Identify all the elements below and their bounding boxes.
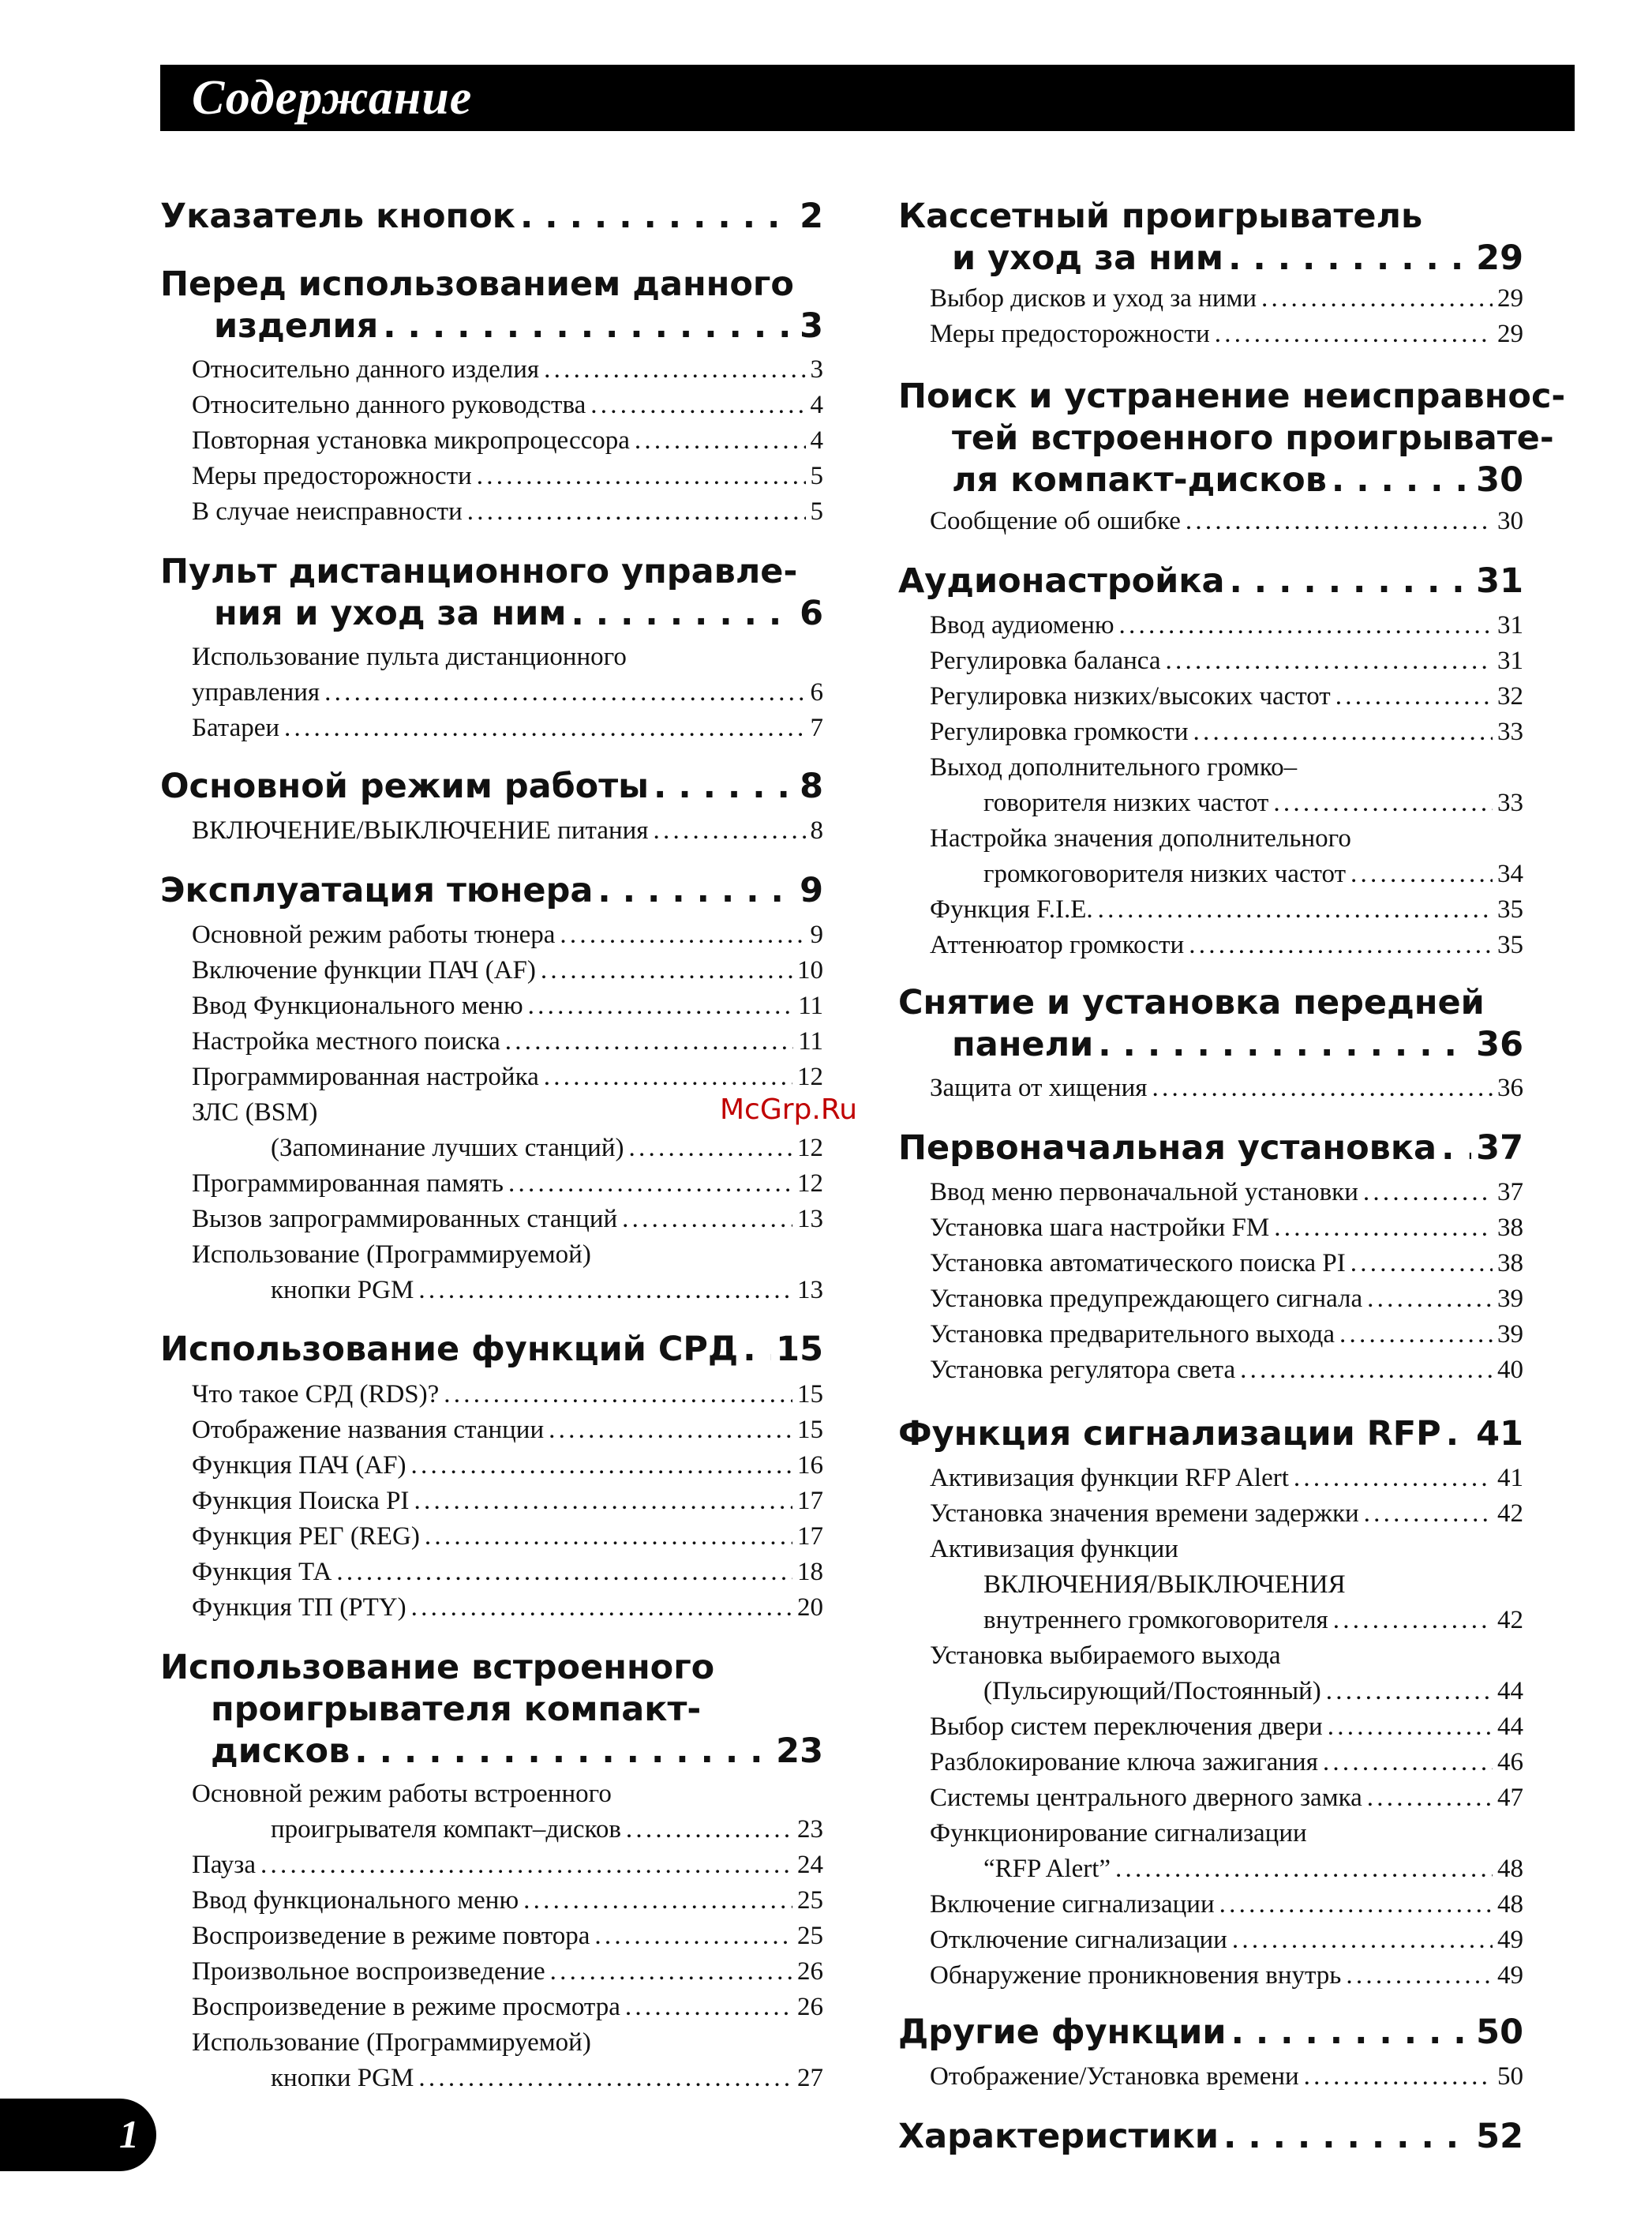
- toc-entry[interactable]: Ввод меню первоначальной установки . . . 37: [930, 1175, 1523, 1210]
- toc-entry[interactable]: Отключение сигнализации . . . 49: [930, 1923, 1523, 1958]
- toc-entry[interactable]: Воспроизведение в режиме просмотра . . . 26: [192, 1990, 823, 2025]
- toc-entry[interactable]: Выход дополнительного громко–: [930, 753, 1298, 782]
- page-ref: 3: [800, 306, 823, 346]
- toc-entry[interactable]: Включение функции ПАЧ (AF) . . . 10: [192, 953, 823, 988]
- heading-text: Первоначальная установка: [898, 1128, 1437, 1168]
- toc-entry[interactable]: Установка предварительного выхода . . . 39: [930, 1317, 1523, 1352]
- toc-entry-group: [192, 813, 823, 849]
- page-ref: 30: [1476, 460, 1523, 500]
- toc-heading[interactable]: [898, 2012, 1523, 2054]
- toc-entry-group: [930, 2059, 1523, 2095]
- toc-entry[interactable]: Функционирование сигнализации: [930, 1819, 1307, 1847]
- toc-heading[interactable]: [160, 196, 823, 238]
- toc-heading[interactable]: [898, 1413, 1523, 1455]
- heading-text: Пульт дистанционного управле-: [160, 552, 798, 591]
- heading-text: панели: [952, 1025, 1094, 1064]
- toc-entry[interactable]: Разблокирование ключа зажигания . . . 46: [930, 1745, 1523, 1780]
- toc-entry[interactable]: Активизация функции RFP Alert . . . 41: [930, 1461, 1523, 1496]
- toc-entry[interactable]: Установка шага настройки FM . . . 38: [930, 1210, 1523, 1246]
- toc-heading[interactable]: [160, 1329, 823, 1371]
- toc-entry-group: [930, 281, 1523, 352]
- heading-text: Указатель кнопок: [160, 197, 515, 236]
- toc-entry[interactable]: громкоговорителя низких частот . . . 34: [930, 857, 1523, 892]
- heading-text: проигрывателя компакт-: [211, 1690, 702, 1729]
- toc-entry[interactable]: Использование пульта дистанционного: [192, 643, 627, 671]
- toc-entry-group: [192, 1776, 823, 2096]
- page-ref: 41: [1476, 1414, 1523, 1454]
- toc-entry[interactable]: Использование (Программируемой): [192, 1240, 591, 1269]
- heading-text: Аудионастройка: [898, 561, 1225, 601]
- toc-entry[interactable]: Батареи . . . 7: [192, 711, 823, 746]
- toc-entry[interactable]: Функция F.I.E. . . . 35: [930, 892, 1523, 928]
- toc-entry[interactable]: Установка значения времени задержки . . . 42: [930, 1496, 1523, 1532]
- heading-text: Основной режим работы: [160, 767, 650, 806]
- toc-entry[interactable]: Обнаружение проникновения внутрь . . . 49: [930, 1958, 1523, 1994]
- toc-entry[interactable]: управления . . . 6: [192, 675, 823, 711]
- toc-heading[interactable]: [160, 766, 823, 808]
- toc-entry[interactable]: Отображение названия станции . . . 15: [192, 1412, 823, 1448]
- heading-text: Использование встроенного: [160, 1648, 715, 1687]
- heading-text: Поиск и устранение неисправнос-: [898, 377, 1566, 416]
- toc-entry[interactable]: Пауза . . . 24: [192, 1847, 823, 1883]
- heading-text: Использование функций СРД: [160, 1330, 739, 1369]
- page-ref: 6: [800, 594, 823, 633]
- toc-heading[interactable]: [898, 196, 1523, 279]
- toc-entry-group: [192, 640, 823, 746]
- toc-entry[interactable]: Программированная настройка . . . 12: [192, 1060, 823, 1095]
- toc-entry[interactable]: Вызов запрограммированных станций . . . 13: [192, 1202, 823, 1237]
- page-ref: 31: [1476, 561, 1523, 601]
- toc-entry[interactable]: внутреннего громкоговорителя . . . 42: [930, 1603, 1523, 1638]
- toc-heading[interactable]: [160, 870, 823, 912]
- toc-entry[interactable]: Выбор систем переключения двери . . . 44: [930, 1709, 1523, 1745]
- heading-text: Перед использованием данного: [160, 264, 794, 304]
- heading-text: ля компакт-дисков: [952, 460, 1327, 500]
- toc-entry[interactable]: Произвольное воспроизведение . . . 26: [192, 1954, 823, 1990]
- toc-entry[interactable]: Защита от хищения . . . 36: [930, 1071, 1523, 1106]
- page-number: 1: [119, 2112, 139, 2156]
- toc-entry[interactable]: Основной режим работы встроенного: [192, 1780, 612, 1808]
- toc-entry[interactable]: “RFP Alert” . . . 48: [930, 1851, 1523, 1887]
- toc-entry[interactable]: Что такое СРД (RDS)? . . . 15: [192, 1377, 823, 1412]
- toc-entry[interactable]: Функция РЕГ (REG) . . . 17: [192, 1519, 823, 1555]
- toc-entry[interactable]: Ввод аудиоменю . . . 31: [930, 608, 1523, 643]
- toc-heading[interactable]: [160, 1647, 823, 1772]
- toc-heading[interactable]: [160, 551, 823, 635]
- toc-entry[interactable]: Меры предосторожности . . . 5: [192, 459, 823, 494]
- toc-entry-group: [930, 1175, 1523, 1388]
- toc-entry[interactable]: Регулировка громкости . . . 33: [930, 715, 1523, 750]
- toc-entry[interactable]: Основной режим работы тюнера . . . 9: [192, 917, 823, 953]
- toc-heading[interactable]: [898, 376, 1566, 501]
- toc-entry[interactable]: Аттенюатор громкости . . . 35: [930, 928, 1523, 963]
- toc-entry[interactable]: кнопки PGM . . . 13: [192, 1273, 823, 1308]
- heading-text: Другие функции: [898, 2013, 1227, 2052]
- toc-entry[interactable]: Относительно данного руководства . . . 4: [192, 388, 823, 423]
- heading-text: и уход за ним: [952, 238, 1224, 278]
- toc-entry[interactable]: Повторная установка микропроцессора . . . 4: [192, 423, 823, 459]
- heading-text: дисков: [211, 1731, 350, 1771]
- toc-entry[interactable]: ЗЛС (BSM): [192, 1098, 318, 1127]
- page-ref: 37: [1476, 1128, 1523, 1168]
- toc-entry[interactable]: Системы центрального дверного замка . . . 47: [930, 1780, 1523, 1816]
- toc-entry[interactable]: Программированная память . . . 12: [192, 1166, 823, 1202]
- toc-entry[interactable]: Функция Поиска PI . . . 17: [192, 1484, 823, 1519]
- heading-text: изделия: [214, 306, 379, 346]
- heading-text: Снятие и установка передней: [898, 983, 1485, 1022]
- toc-entry[interactable]: Воспроизведение в режиме повтора . . . 25: [192, 1919, 823, 1954]
- heading-text: Функция сигнализации RFP: [898, 1414, 1441, 1454]
- page-ref: 9: [800, 871, 823, 910]
- toc-entry[interactable]: говорителя низких частот . . . 33: [930, 786, 1523, 821]
- toc-entry[interactable]: Активизация функции: [930, 1535, 1178, 1563]
- toc-entry[interactable]: Отображение/Установка времени . . . 50: [930, 2059, 1523, 2095]
- page-ref: 36: [1476, 1025, 1523, 1064]
- toc-entry[interactable]: Настройка местного поиска . . . 11: [192, 1024, 823, 1060]
- heading-text: тей встроенного проигрывате-: [952, 418, 1554, 458]
- page-ref: 52: [1476, 2117, 1523, 2156]
- page-ref: 15: [776, 1330, 823, 1369]
- page-ref: 2: [800, 197, 823, 236]
- heading-text: Эксплуатация тюнера: [160, 871, 594, 910]
- toc-entry[interactable]: Использование (Программируемой): [192, 2028, 591, 2057]
- page-ref: 50: [1476, 2013, 1523, 2052]
- toc-entry[interactable]: (Пульсирующий/Постоянный) . . . 44: [930, 1674, 1523, 1709]
- toc-entry[interactable]: Установка автоматического поиска PI . . . 38: [930, 1246, 1523, 1281]
- toc-entry-group: [930, 1461, 1523, 1994]
- page-ref: 8: [800, 767, 823, 806]
- page-ref: 29: [1476, 238, 1523, 278]
- toc-entry[interactable]: Относительно данного изделия . . . 3: [192, 352, 823, 388]
- toc-entry[interactable]: ВКЛЮЧЕНИЕ/ВЫКЛЮЧЕНИЕ питания . . . 8: [192, 813, 823, 849]
- toc-heading[interactable]: [898, 561, 1523, 602]
- toc-entry[interactable]: В случае неисправности . . . 5: [192, 494, 823, 530]
- heading-text: Характеристики: [898, 2117, 1219, 2156]
- heading-text: Кассетный проигрыватель: [898, 197, 1423, 236]
- toc-heading[interactable]: [898, 1127, 1523, 1169]
- toc-entry[interactable]: Ввод функционального меню . . . 25: [192, 1883, 823, 1919]
- toc-entry[interactable]: Установка предупреждающего сигнала . . . 39: [930, 1281, 1523, 1317]
- toc-entry[interactable]: Меры предосторожности . . . 29: [930, 317, 1523, 352]
- toc-entry[interactable]: проигрывателя компакт–дисков . . . 23: [192, 1812, 823, 1847]
- toc-entry[interactable]: Регулировка баланса . . . 31: [930, 643, 1523, 679]
- page-ref: 23: [776, 1731, 823, 1771]
- toc-entry[interactable]: Ввод Функционального меню . . . 11: [192, 988, 823, 1024]
- toc-entry[interactable]: ВКЛЮЧЕНИЯ/ВЫКЛЮЧЕНИЯ: [983, 1570, 1346, 1599]
- toc-entry-group: [930, 1071, 1523, 1106]
- toc-entry[interactable]: Сообщение об ошибке . . . 30: [930, 504, 1523, 539]
- page-title: Содержание: [192, 71, 473, 125]
- toc-entry-group: [192, 1377, 823, 1626]
- toc-entry[interactable]: Функция ПАЧ (AF) . . . 16: [192, 1448, 823, 1484]
- toc-entry[interactable]: кнопки PGM . . . 27: [192, 2061, 823, 2096]
- toc-entry[interactable]: Функция ТП (PTY) . . . 20: [192, 1590, 823, 1626]
- title-bar: [160, 65, 1575, 131]
- toc-entry[interactable]: Функция ТА . . . 18: [192, 1555, 823, 1590]
- page-number-tab: [0, 2099, 156, 2171]
- toc-entry[interactable]: Настройка значения дополнительного: [930, 824, 1351, 853]
- toc-heading[interactable]: [898, 982, 1523, 1066]
- toc-entry[interactable]: Выбор дисков и уход за ними . . . 29: [930, 281, 1523, 317]
- toc-entry[interactable]: (Запоминание лучших станций) . . . 12: [192, 1131, 823, 1166]
- toc-entry[interactable]: Включение сигнализации . . . 48: [930, 1887, 1523, 1923]
- toc-heading[interactable]: [898, 2116, 1523, 2158]
- toc-entry-group: [930, 608, 1523, 963]
- toc-entry[interactable]: Регулировка низких/высоких частот . . . 32: [930, 679, 1523, 715]
- toc-entry-group: [192, 352, 823, 530]
- toc-entry[interactable]: Установка регулятора света . . . 40: [930, 1352, 1523, 1388]
- toc-entry[interactable]: Установка выбираемого выхода: [930, 1641, 1281, 1670]
- watermark: McGrp.Ru: [720, 1093, 858, 1126]
- toc-heading[interactable]: [160, 264, 823, 347]
- heading-text: ния и уход за ним: [214, 594, 567, 633]
- toc-entry-group: [930, 504, 1523, 539]
